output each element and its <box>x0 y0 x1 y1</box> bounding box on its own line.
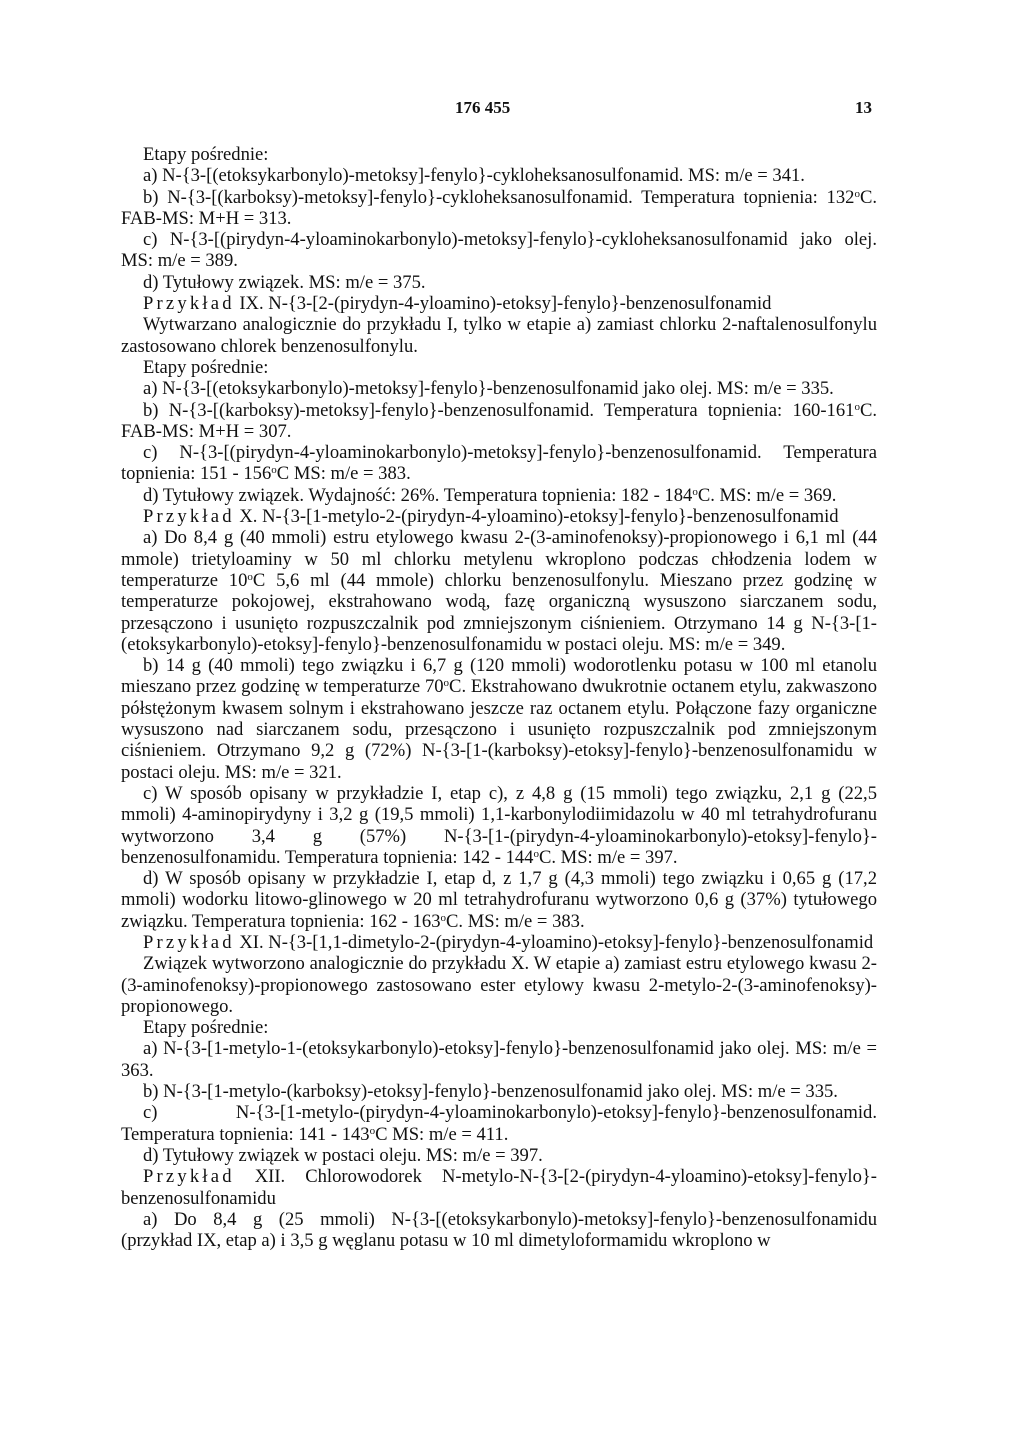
paragraph-step: a) N-{3-[(etoksykarbonylo)-metoksy]-fenylo}-cykloheksanosulfonamid. MS: m/e = 341. <box>143 165 805 187</box>
example-label: Przykład <box>143 931 235 953</box>
paragraph-step: c) N-{3-[1-metylo-(pirydyn-4-yloaminokarbonylo)-etoksy]-fenylo}-benzenosulfonamid. Temperatura topnienia: 141 - 143$^o$C MS: m/e = 411. <box>121 1102 877 1145</box>
degree-superscript: o <box>369 1124 376 1137</box>
patent-number: 176 455 <box>455 98 511 117</box>
paragraph-step: c) N-{3-[(pirydyn-4-yloaminokarbonylo)-metoksy]-fenylo}-benzenosulfonamid. Temperatura topnienia: 151 - 156$^o$C MS: m/e = 383. <box>121 442 877 485</box>
example-heading: Przykład XII. Chlorowodorek N-metylo-N-{3-[2-(pirydyn-4-yloamino)-etoksy]-fenylo}-benzenosulfonamidu <box>121 1166 877 1209</box>
example-label: Przykład <box>143 293 235 315</box>
paragraph-heading: Etapy pośrednie: <box>143 1017 269 1039</box>
paragraph-step: c) N-{3-[(pirydyn-4-yloaminokarbonylo)-metoksy]-fenylo}-cykloheksanosulfonamid jako olej. MS: m/e = 389. <box>121 229 877 272</box>
page-header <box>0 98 1024 122</box>
paragraph-step: a) N-{3-[(etoksykarbonylo)-metoksy]-fenylo}-benzenosulfonamid jako olej. MS: m/e = 335. <box>143 378 834 400</box>
paragraph-step: b) N-{3-[1-metylo-(karboksy)-etoksy]-fenylo}-benzenosulfonamid jako olej. MS: m/e = 335. <box>143 1081 838 1103</box>
paragraph-step: a) Do 8,4 g (25 mmoli) N-{3-[(etoksykarbonylo)-metoksy]-fenylo}-benzenosulfonamidu (przykład IX, etap a) i 3,5 g węglanu potasu w 10 ml dimetyloformamidu wkroplono w <box>121 1208 877 1252</box>
paragraph-step: b) 14 g (40 mmoli) tego związku i 6,7 g (120 mmoli) wodorotlenku potasu w 100 ml etanolu mieszano przez godzinę w temperaturze 70$^o$C. Ekstrahowano dwukrotnie octanem etylu, zakwaszono półstężonym kwasem solnym i ekstrahowano jeszcze raz octanem etylu. Połączone fazy organiczne wysuszono nad siarczanem sodu, przesączono i usunięto rozpuszczalnik pod zmniejszonym ciśnieniem. Otrzymano 9,2 g (72%) N-{3-[1-(karboksy)-etoksy]-fenylo}-benzenosulfonamidu w postaci oleju. MS: m/e = 321. <box>121 655 877 783</box>
paragraph-step: b) N-{3-[(karboksy)-metoksy]-fenylo}-cykloheksanosulfonamid. Temperatura topnienia: 132$^o$C. FAB-MS: M+H = 313. <box>121 186 877 229</box>
document-body <box>121 144 877 1251</box>
degree-superscript: o <box>271 464 277 477</box>
paragraph-text: Wytwarzano analogicznie do przykładu I, tylko w etapie a) zamiast chlorku 2-naftalenosulfonylu zastosowano chlorek benzenosulfonylu. <box>121 314 877 357</box>
example-label: Przykład <box>143 506 235 528</box>
paragraph-step: c) W sposób opisany w przykładzie I, etap c), z 4,8 g (15 mmoli) tego związku, 2,1 g (22,5 mmoli) 4-aminopirydyny i 3,2 g (19,5 mmoli) 1,1-karbonylodiimidazolu w 40 ml tetrahydrofuranu wytworzono 3,4 g (57%) N-{3-[1-(pirydyn-4-yloaminokarbonylo)-etoksy]-fenylo}-benzenosulfonamidu. Temperatura topnienia: 142 - 144$^o$C. MS: m/e = 397. <box>121 782 877 868</box>
paragraph-step: a) N-{3-[1-metylo-1-(etoksykarbonylo)-etoksy]-fenylo}-benzenosulfonamid jako olej. MS: m/e = 363. <box>121 1038 877 1081</box>
paragraph-step: b) N-{3-[(karboksy)-metoksy]-fenylo}-benzenosulfonamid. Temperatura topnienia: 160-161$^o$C. FAB-MS: M+H = 307. <box>121 399 877 442</box>
degree-superscript: o <box>533 847 539 860</box>
degree-superscript: o <box>692 485 698 498</box>
degree-superscript: o <box>247 570 253 583</box>
example-heading: Przykład XI. N-{3-[1,1-dimetylo-2-(pirydyn-4-yloamino)-etoksy]-fenylo}-benzenosulfonamid <box>143 931 874 953</box>
paragraph-heading: Etapy pośrednie: <box>143 144 269 165</box>
degree-superscript: o <box>440 911 447 924</box>
paragraph-step: d) W sposób opisany w przykładzie I, etap d, z 1,7 g (4,3 mmoli) tego związku i 0,65 g (17,2 mmoli) wodorku litowo-glinowego w 20 ml tetrahydrofuranu wytworzono 0,6 g (37%) tytułowego związku. Temperatura topnienia: 162 - 163$^o$C. MS: m/e = 383. <box>121 868 877 932</box>
example-label: Przykład <box>143 1166 235 1188</box>
degree-superscript: o <box>443 677 450 690</box>
page-number: 13 <box>855 98 872 117</box>
paragraph-text: Związek wytworzono analogicznie do przykładu X. W etapie a) zamiast estru etylowego kwasu 2-(3-aminofenoksy)-propionowego zastosowano ester etylowy kwasu 2-metylo-2-(3-aminofenoksy)-propionowego. <box>121 953 877 1017</box>
degree-superscript: o <box>854 187 860 200</box>
example-heading: Przykład IX. N-{3-[2-(pirydyn-4-yloamino)-etoksy]-fenylo}-benzenosulfonamid <box>143 293 772 315</box>
paragraph-step: d) Tytułowy związek w postaci oleju. MS: m/e = 397. <box>143 1144 543 1166</box>
paragraph-step: d) Tytułowy związek. MS: m/e = 375. <box>143 271 426 293</box>
paragraph-step: a) Do 8,4 g (40 mmoli) estru etylowego kwasu 2-(3-aminofenoksy)-propionowego i 6,1 ml (44 mmole) trietyloaminy w 50 ml chlorku metylenu wkroplono podczas chłodzenia lodem w temperaturze 10$^o$C 5,6 ml (44 mmole) chlorku benzenosulfonylu. Mieszano przez godzinę w temperaturze pokojowej, ekstrahowano wodą, fazę organiczną wysuszono siarczanem sodu, przesączono i usunięto rozpuszczalnik pod zmniejszonym ciśnieniem. Otrzymano 14 g N-{3-[1-(etoksykarbonylo)-etoksy]-fenylo}-benzenosulfonamidu w postaci oleju. MS: m/e = 349. <box>121 527 877 655</box>
degree-superscript: o <box>854 400 860 413</box>
example-heading: Przykład X. N-{3-[1-metylo-2-(pirydyn-4-yloamino)-etoksy]-fenylo}-benzenosulfonamid <box>143 506 839 528</box>
paragraph-heading: Etapy pośrednie: <box>143 356 269 378</box>
paragraph-step: d) Tytułowy związek. Wydajność: 26%. Temperatura topnienia: 182 - 184$^o$C. MS: m/e = 369. <box>143 484 837 506</box>
